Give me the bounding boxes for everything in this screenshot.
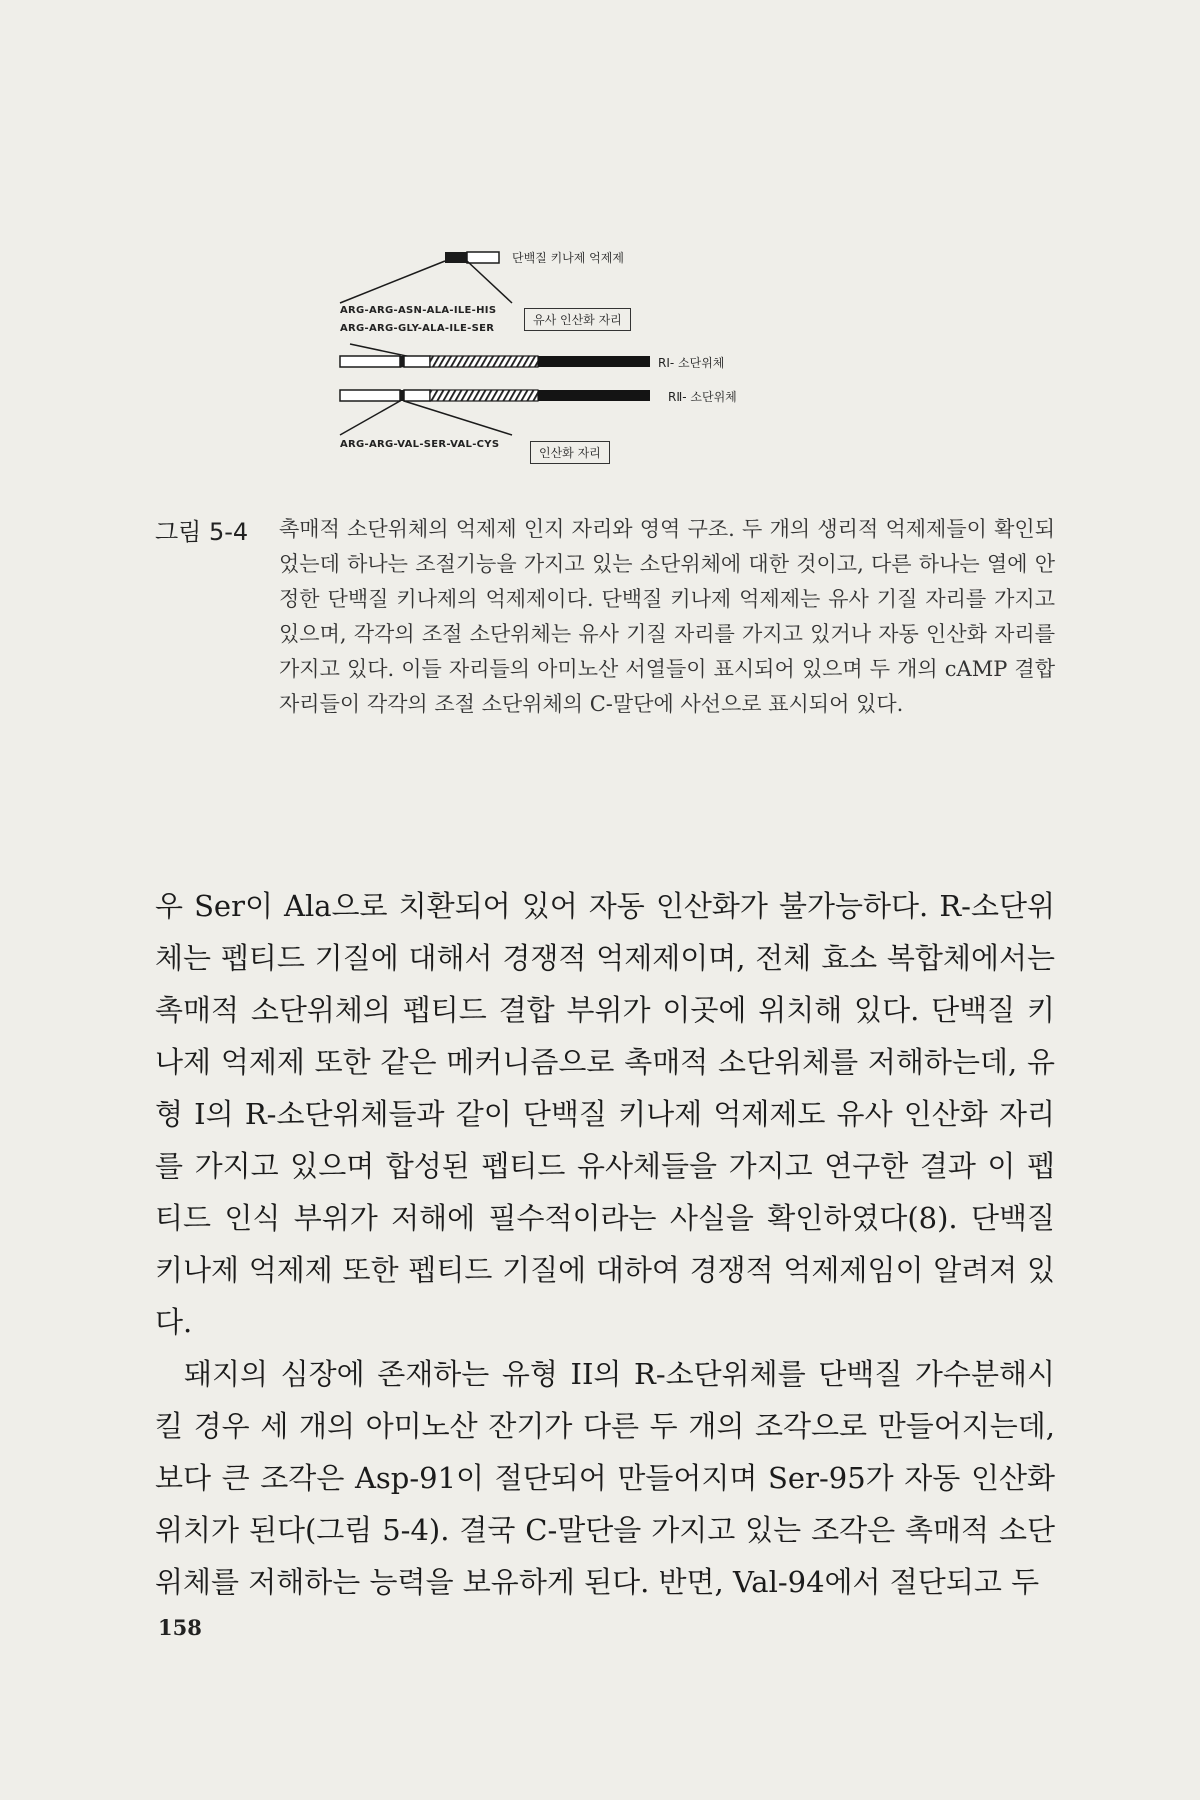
ri-label: RⅠ- 소단위체 <box>658 356 725 370</box>
connector-line <box>404 401 512 435</box>
connector-line <box>340 261 445 303</box>
inhibitor-label: 단백질 키나제 억제제 <box>512 251 624 265</box>
pseudo-site-box: 유사 인산화 자리 <box>524 308 631 331</box>
body-text <box>155 880 1055 1608</box>
sequence-label: ARG-ARG-ASN-ALA-ILE-HIS <box>340 305 497 316</box>
paragraph: 돼지의 심장에 존재하는 유형 II의 R-소단위체를 단백질 가수분해시킬 경우 세 개의 아미노산 잔기가 다른 두 개의 조각으로 만들어지는데, 보다 큰 조각은 Asp-91이 절단되어 만들어지며 Ser-95가 자동 인산화 위치가 된다(그림 5-4). 결국 C-말단을 가지고 있는 조각은 촉매적 소단위체를 저해하는 능력을 보유하게 된다. 반면, Val-94에서 절단되고 두 <box>155 1357 1055 1599</box>
connector-line <box>467 261 512 303</box>
sequence-label: ARG-ARG-GLY-ALA-ILE-SER <box>340 323 495 334</box>
caption-label: 그림 5-4 <box>155 518 249 546</box>
sequence-label: ARG-ARG-VAL-SER-VAL-CYS <box>340 439 500 450</box>
paragraph: 우 Ser이 Ala으로 치환되어 있어 자동 인산화가 불가능하다. R-소단위체는 펩티드 기질에 대해서 경쟁적 억제제이며, 전체 효소 복합체에서는 촉매적 소단위체의 펩티드 결합 부위가 이곳에 위치해 있다. 단백질 키나제 억제제 또한 같은 메커니즘으로 촉매적 소단위체를 저해하는데, 유형 I의 R-소단위체들과 같이 단백질 키나제 억제제도 유사 인산화 자리를 가지고 있으며 합성된 펩티드 유사체들을 가지고 연구한 결과 이 펩티드 인식 부위가 저해에 필수적이라는 사실을 확인하였다(8). 단백질 키나제 억제제 또한 펩티드 기질에 대하여 경쟁적 억제제임이 알려져 있다. <box>155 889 1055 1339</box>
rii-bar <box>340 390 650 401</box>
ri-bar <box>340 356 650 367</box>
rii-label: RⅡ- 소단위체 <box>668 390 737 404</box>
figure-5-4 <box>340 235 880 485</box>
inhibitor-bar <box>445 252 499 263</box>
caption-text: 촉매적 소단위체의 억제제 인지 자리와 영역 구조. 두 개의 생리적 억제제들이 확인되었는데 하나는 조절기능을 가지고 있는 소단위체에 대한 것이고, 다른 하나는 열에 안정한 단백질 키나제의 억제제이다. 단백질 키나제 억제제는 유사 기질 자리를 가지고 있으며, 각각의 조절 소단위체는 유사 기질 자리를 가지고 있거나 자동 인산화 자리를 가지고 있다. 이들 자리들의 아미노산 서열들이 표시되어 있으며 두 개의 cAMP 결합 자리들이 각각의 조절 소단위체의 C-말단에 사선으로 표시되어 있다. <box>279 517 1055 716</box>
phospho-site-box: 인산화 자리 <box>530 441 610 464</box>
connector-line <box>340 401 400 435</box>
page-number: 158 <box>158 1615 202 1640</box>
